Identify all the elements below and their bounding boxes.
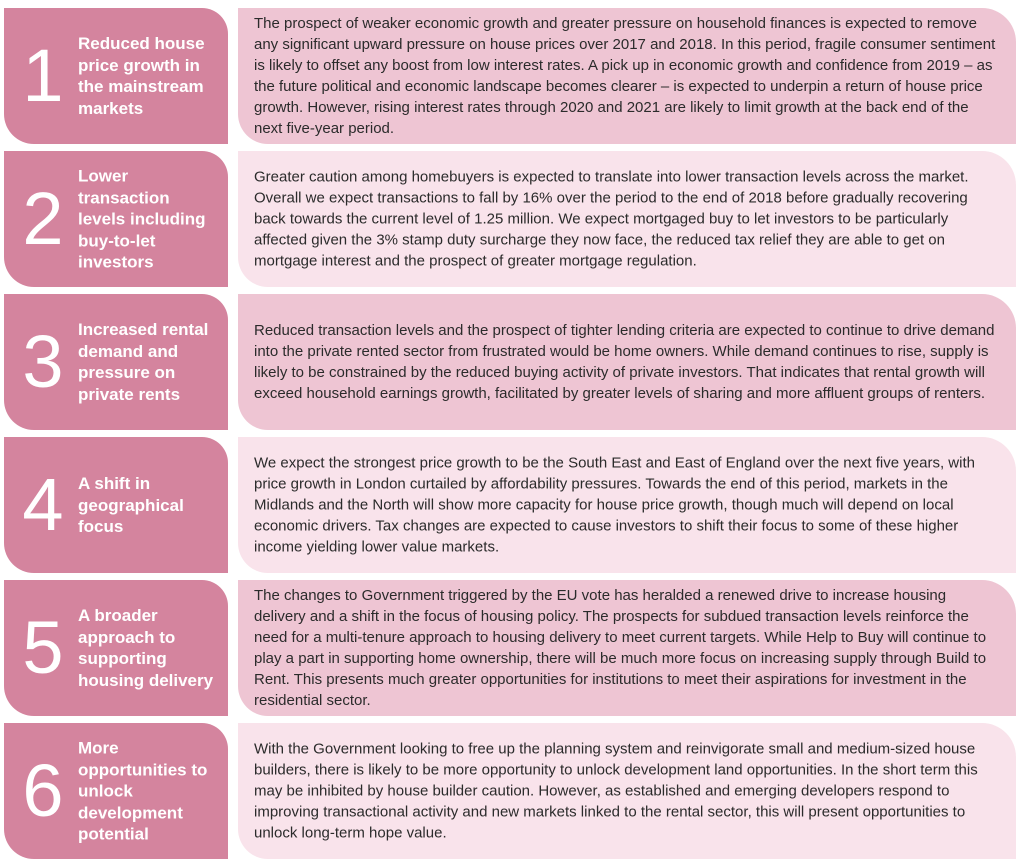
- forecast-item: [4, 8, 1016, 144]
- forecast-heading-panel: [4, 723, 228, 859]
- forecast-item: [4, 151, 1016, 287]
- forecast-body-panel: [238, 151, 1016, 287]
- forecast-item: [4, 723, 1016, 859]
- forecast-title: More opportunities to unlock development potential: [78, 738, 208, 844]
- forecast-number: 2: [22, 177, 64, 260]
- forecast-item: [4, 580, 1016, 716]
- forecast-number: 1: [22, 34, 64, 117]
- forecast-item: [4, 294, 1016, 430]
- forecast-heading-panel: [4, 294, 228, 430]
- forecast-number: 3: [22, 320, 64, 403]
- forecast-body: We expect the strongest price growth to be the South East and East of England over the next five years, with price growth in London curtailed by affordability pressures. Towards the end of this period, markets in the Midlands and the North will show more capacity for house price growth, though much will depend on local economic drivers. Tax changes are expected to cause investors to shift their focus to some of these higher income yielding lower value markets.: [254, 454, 975, 556]
- forecast-body-panel: [238, 294, 1016, 430]
- forecast-heading-panel: [4, 580, 228, 716]
- forecast-body-panel: [238, 8, 1016, 144]
- forecast-number: 4: [22, 463, 64, 546]
- forecast-title: A shift in geographical focus: [78, 473, 184, 536]
- forecast-body: Greater caution among homebuyers is expected to translate into lower transaction levels across the market. Overall we expect transactions to fall by 16% over the period to the end of 2018 before gradually recovering back towards the current level of 1.25 million. We expect mortgaged buy to let investors to be particularly affected given the 3% stamp duty surcharge they now face, the reduced tax relief they are able to get on mortgage interest and the prospect of greater mortgage regulation.: [254, 168, 969, 270]
- forecast-title: Reduced house price growth in the mainstream markets: [78, 34, 205, 118]
- forecast-body: The prospect of weaker economic growth and greater pressure on household finances is expected to remove any significant upward pressure on house prices over 2017 and 2018. In this period, fragile consumer sentiment is likely to offset any boost from low interest rates. A pick up in economic growth and confidence from 2019 – as the future political and economic landscape becomes clearer – is expected to underpin a return of house price growth. However, rising interest rates through 2020 and 2021 are likely to limit growth at the back end of the next five-year period.: [254, 15, 996, 137]
- forecast-title: Increased rental demand and pressure on private rents: [78, 320, 209, 404]
- forecast-body-panel: [238, 580, 1016, 716]
- forecast-heading-panel: [4, 151, 228, 287]
- forecast-heading-panel: [4, 8, 228, 144]
- forecast-body: With the Government looking to free up the planning system and reinvigorate small and medium-sized house builders, there is likely to be more opportunity to unlock development land opportunities. In the short term this may be inhibited by house builder caution. However, as established and emerging developers respond to improving transactional activity and new markets linked to the rental sector, this will present opportunities to unlock long-term hope value.: [254, 740, 978, 842]
- forecast-number: 5: [22, 606, 64, 689]
- forecast-body: The changes to Government triggered by the EU vote has heralded a renewed drive to increase housing delivery and a shift in the focus of housing policy. The prospects for subdued transaction levels reinforce the need for a multi-tenure approach to housing delivery to meet current targets. While Help to Buy will continue to play a part in supporting home ownership, there will be much more focus on increasing supply through Build to Rent. This presents much greater opportunities for institutions to meet their aspirations for investment in the residential sector.: [254, 587, 987, 709]
- forecast-body-panel: [238, 437, 1016, 573]
- forecast-title: A broader approach to supporting housing delivery: [78, 606, 214, 690]
- forecast-number: 6: [22, 749, 64, 832]
- forecast-body-panel: [238, 723, 1016, 859]
- forecast-title: Lower transaction levels including buy-to-let investors: [78, 166, 206, 272]
- forecast-heading-panel: [4, 437, 228, 573]
- forecast-item: [4, 437, 1016, 573]
- forecast-body: Reduced transaction levels and the prospect of tighter lending criteria are expected to continue to drive demand into the private rented sector from frustrated would be home owners. While demand continues to rise, supply is likely to be constrained by the reduced buying activity of private investors. That indicates that rental growth will exceed household earnings growth, facilitated by greater levels of sharing and more affluent groups of renters.: [254, 322, 995, 402]
